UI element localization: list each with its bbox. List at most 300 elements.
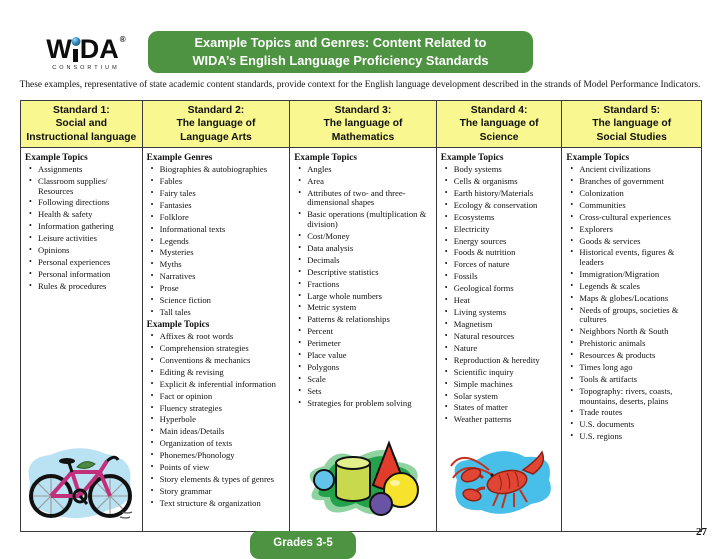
topic-text: Ancient civilizations — [579, 164, 651, 174]
bullet-icon: • — [150, 474, 154, 484]
column-body — [562, 148, 701, 531]
topic-text: Needs of groups, societies & cultures — [579, 304, 679, 325]
bullet-icon: • — [150, 211, 154, 221]
column-header-line: Science — [479, 131, 519, 143]
topic-item — [566, 375, 699, 385]
topic-list — [147, 332, 288, 509]
topic-item — [441, 380, 560, 390]
bullet-icon: • — [298, 397, 302, 407]
topic-text: Text structure & organization — [159, 497, 261, 508]
column-header-line: Mathematics — [331, 131, 395, 143]
bullet-icon: • — [444, 318, 448, 328]
bullet-icon: • — [150, 342, 154, 352]
topic-text: Strategies for problem solving — [307, 397, 412, 408]
topic-text: Perimeter — [307, 338, 341, 349]
topic-list — [566, 165, 699, 442]
bullet-icon: • — [150, 426, 154, 436]
topic-item — [441, 189, 560, 199]
column-header — [437, 101, 562, 148]
section-heading: Example Topics — [294, 153, 357, 163]
topic-item — [566, 177, 699, 187]
topic-text: Comprehension strategies — [159, 342, 249, 353]
topic-item — [294, 339, 434, 349]
title-banner — [148, 31, 533, 73]
topic-text: Polygons — [307, 362, 340, 373]
topic-item — [441, 248, 560, 258]
bullet-icon: • — [570, 175, 574, 185]
bullet-icon: • — [570, 269, 574, 278]
topic-text: Health & safety — [38, 209, 93, 220]
topic-text: Immigration/Migration — [579, 269, 660, 279]
topic-text: Prehistoric animals — [579, 338, 646, 349]
topic-item — [566, 225, 699, 235]
topic-text: Fossils — [453, 271, 478, 282]
bullet-icon: • — [570, 247, 574, 257]
topic-item — [566, 189, 699, 199]
topic-text: Opinions — [38, 245, 70, 256]
topic-text: U.S. documents — [579, 419, 635, 430]
bullet-icon: • — [444, 283, 448, 293]
standard-column — [142, 101, 290, 531]
bullet-icon: • — [444, 211, 448, 221]
bullet-icon: • — [29, 257, 32, 267]
geometric-shapes-illustration — [298, 438, 428, 527]
topic-item — [25, 234, 140, 244]
topic-text: Legends & scales — [579, 280, 641, 291]
bullet-icon: • — [298, 290, 302, 300]
topic-text: Forces of nature — [453, 259, 510, 270]
bullet-icon: • — [29, 280, 32, 290]
topic-text: Tools & artifacts — [579, 374, 638, 384]
topic-text: Metric system — [307, 302, 357, 313]
topic-item — [147, 308, 288, 318]
bullet-icon: • — [29, 233, 32, 243]
bullet-icon: • — [150, 485, 154, 495]
topic-text: Trade routes — [579, 407, 623, 418]
bullet-icon: • — [298, 385, 302, 395]
topic-item — [441, 415, 560, 425]
topic-text: Topography: rivers, coasts, mountains, deserts, plains — [579, 385, 673, 406]
topic-text: Reproduction & heredity — [453, 354, 540, 365]
bullet-icon: • — [444, 330, 448, 340]
bullet-icon: • — [298, 302, 302, 312]
column-body — [21, 148, 142, 531]
topic-text: Organization of texts — [159, 438, 233, 449]
wordmark-i — [72, 49, 80, 63]
intro-text: These examples, representative of state academic content standards, provide context for the English language development described in the strands of Model Performance Indicators. — [19, 80, 701, 90]
topic-text: Following directions — [38, 197, 110, 208]
topic-text: Heat — [453, 295, 470, 306]
section-heading: Example Topics — [25, 153, 88, 163]
bullet-icon: • — [29, 245, 32, 255]
column-header — [143, 101, 290, 148]
lobster-illustration — [443, 442, 555, 525]
standard-column — [21, 101, 142, 531]
topic-item — [441, 356, 560, 366]
topic-text: Personal information — [38, 269, 111, 279]
column-header-line: The language of — [592, 118, 672, 130]
topic-text: Main ideas/Details — [159, 426, 225, 437]
grades-tab: Grades 3-5 — [250, 531, 356, 559]
topic-item — [566, 165, 699, 175]
topic-item — [147, 296, 288, 306]
topic-item — [147, 380, 288, 390]
column-header-line: The language of — [176, 118, 256, 130]
bullet-icon: • — [150, 330, 154, 340]
topic-text: Weather patterns — [453, 414, 512, 425]
topic-item — [25, 258, 140, 268]
bullet-icon: • — [150, 199, 154, 209]
column-header-line: The language of — [323, 118, 403, 130]
column-header-line: Social and — [55, 118, 108, 130]
topic-item — [294, 256, 434, 266]
bullet-icon: • — [570, 223, 574, 233]
title-line-1: Example Topics and Genres: Content Related to — [194, 34, 487, 50]
bullet-icon: • — [150, 283, 154, 293]
bullet-icon: • — [150, 462, 154, 472]
topic-item — [566, 248, 699, 267]
topic-text: Communities — [579, 199, 626, 210]
topic-text: Ecosystems — [453, 211, 495, 222]
topic-text: Colonization — [579, 187, 624, 198]
topic-item — [441, 177, 560, 187]
topic-text: Basic operations (multiplication & division) — [307, 209, 427, 230]
topic-item — [25, 246, 140, 256]
topic-item — [441, 213, 560, 223]
topic-text: Electricity — [453, 223, 490, 234]
topic-text: Natural resources — [453, 330, 515, 341]
topic-text: Fantasies — [159, 199, 192, 210]
topic-item — [147, 404, 288, 414]
topic-item — [147, 165, 288, 175]
column-body — [143, 148, 290, 531]
topic-item — [566, 201, 699, 211]
topic-item — [441, 392, 560, 402]
topic-text: Tall tales — [159, 307, 191, 318]
topic-text: Energy sources — [453, 235, 507, 246]
topic-item — [566, 351, 699, 361]
topic-text: Foods & nutrition — [453, 247, 516, 258]
standard-column — [436, 101, 562, 531]
topic-item — [147, 260, 288, 270]
topic-text: Phonemes/Phonology — [159, 450, 235, 461]
section-heading: Example Genres — [146, 153, 213, 163]
topic-item — [147, 248, 288, 258]
section-heading: Example Topics — [440, 153, 504, 163]
bullet-icon: • — [29, 209, 32, 219]
topic-item — [25, 270, 140, 280]
topic-item — [147, 356, 288, 366]
bullet-icon: • — [150, 259, 154, 269]
topic-item — [147, 177, 288, 187]
topic-item — [441, 320, 560, 330]
registered-mark: ® — [119, 35, 126, 44]
topic-text: Simple machines — [453, 378, 513, 389]
topic-text: U.S. regions — [579, 431, 623, 442]
bullet-icon: • — [298, 209, 302, 219]
topic-text: Place value — [307, 350, 347, 361]
topic-item — [147, 368, 288, 378]
bullet-icon: • — [444, 199, 448, 209]
topic-item — [147, 427, 288, 437]
bullet-icon: • — [444, 235, 448, 245]
topic-item — [147, 237, 288, 247]
column-header-line: Standard 5: — [603, 105, 661, 117]
bullet-icon: • — [150, 414, 154, 424]
topic-text: Hyperbole — [159, 414, 196, 425]
bullet-icon: • — [150, 164, 154, 173]
topic-item — [147, 415, 288, 425]
topic-text: Maps & globes/Locations — [579, 292, 669, 303]
topic-text: States of matter — [453, 402, 508, 413]
topic-item — [147, 344, 288, 354]
bullet-icon: • — [570, 362, 574, 372]
topic-text: Fractions — [307, 278, 340, 289]
topic-item — [441, 284, 560, 294]
topic-item — [294, 177, 434, 187]
bullet-icon: • — [150, 223, 154, 233]
bullet-icon: • — [444, 342, 448, 352]
topic-item — [441, 296, 560, 306]
topic-text: Fact or opinion — [159, 390, 213, 401]
topic-item — [294, 280, 434, 290]
bullet-icon: • — [444, 175, 448, 185]
bullet-icon: • — [570, 431, 574, 441]
bullet-icon: • — [570, 419, 574, 429]
globe-icon — [71, 37, 80, 46]
topic-text: Classroom supplies/ Resources — [38, 175, 108, 196]
topic-text: Nature — [453, 342, 478, 353]
topic-text: Myths — [159, 259, 182, 270]
bullet-icon: • — [570, 407, 574, 417]
bullet-icon: • — [570, 338, 574, 348]
bullet-icon: • — [150, 307, 154, 317]
bullet-icon: • — [570, 374, 574, 383]
bullet-icon: • — [444, 414, 448, 424]
bullet-icon: • — [444, 295, 448, 305]
bullet-icon: • — [29, 221, 32, 231]
topic-list — [294, 165, 434, 408]
topic-text: Sets — [307, 385, 322, 396]
wida-wordmark — [34, 36, 138, 63]
topic-item — [294, 210, 434, 229]
topic-item — [441, 225, 560, 235]
topic-text: Information gathering — [38, 221, 114, 232]
standards-table — [20, 100, 702, 532]
topic-item — [294, 399, 434, 409]
topic-item — [441, 403, 560, 413]
bullet-icon: • — [570, 304, 574, 314]
topic-item — [25, 282, 140, 292]
topic-text: Geological forms — [453, 283, 514, 294]
topic-item — [294, 387, 434, 397]
topic-item — [566, 294, 699, 304]
wordmark-w: W — [46, 34, 72, 64]
topic-text: Mysteries — [159, 247, 194, 258]
topic-item — [147, 392, 288, 402]
column-header-line: Standard 3: — [334, 105, 392, 117]
topic-text: Fairy tales — [159, 187, 196, 198]
topic-text: Story grammar — [159, 485, 212, 496]
wordmark-da: DA — [79, 34, 119, 64]
column-header-line: Social Studies — [596, 131, 667, 143]
topic-text: Cross-cultural experiences — [579, 211, 671, 222]
topic-text: Descriptive statistics — [307, 266, 379, 277]
topic-item — [294, 189, 434, 208]
topic-text: Informational texts — [159, 223, 226, 234]
i-stem — [73, 49, 78, 62]
bullet-icon: • — [150, 247, 154, 257]
topic-text: Folklore — [159, 211, 189, 222]
topic-list — [441, 165, 560, 425]
bullet-icon: • — [298, 362, 302, 372]
bullet-icon: • — [298, 164, 302, 173]
topic-item — [294, 315, 434, 325]
bullet-icon: • — [150, 271, 154, 281]
bullet-icon: • — [570, 187, 574, 197]
bullet-icon: • — [444, 378, 448, 388]
bullet-icon: • — [150, 235, 154, 245]
topic-text: Explorers — [579, 223, 613, 234]
topic-item — [441, 308, 560, 318]
bullet-icon: • — [570, 326, 574, 336]
topic-item — [566, 387, 699, 406]
topic-item — [147, 284, 288, 294]
topic-text: Large whole numbers — [307, 290, 382, 301]
topic-item — [147, 487, 288, 497]
topic-item — [147, 332, 288, 342]
topic-item — [294, 351, 434, 361]
topic-item — [294, 165, 434, 175]
topic-text: Cost/Money — [307, 230, 350, 241]
topic-list — [147, 165, 288, 318]
column-header-line: Standard 1: — [52, 105, 110, 117]
topic-text: Decimals — [307, 254, 340, 265]
bullet-icon: • — [570, 235, 574, 245]
topic-item — [441, 201, 560, 211]
topic-text: Explicit & inferential information — [159, 378, 276, 389]
topic-text: Patterns & relationships — [307, 314, 390, 325]
topic-text: Legends — [159, 235, 189, 246]
topic-text: Data analysis — [307, 242, 354, 253]
bullet-icon: • — [150, 187, 154, 197]
topic-text: Percent — [307, 326, 333, 337]
topic-text: Story elements & types of genres — [159, 474, 274, 485]
topic-text: Angles — [307, 164, 332, 174]
topic-text: Leisure activities — [38, 233, 97, 244]
bullet-icon: • — [298, 242, 302, 252]
bullet-icon: • — [444, 223, 448, 233]
page-number: 27 — [696, 526, 707, 538]
bullet-icon: • — [444, 354, 448, 364]
bullet-icon: • — [298, 187, 302, 197]
column-header — [21, 101, 142, 148]
topic-text: Editing & revising — [159, 366, 224, 377]
bullet-icon: • — [150, 378, 154, 388]
bullet-icon: • — [570, 211, 574, 221]
topic-text: Area — [307, 175, 324, 186]
topic-text: Solar system — [453, 390, 498, 401]
topic-item — [294, 375, 434, 385]
topic-item — [441, 237, 560, 247]
topic-text: Fluency strategies — [159, 402, 222, 413]
topic-text: Attributes of two- and three-dimensional shapes — [307, 187, 406, 208]
topic-item — [294, 363, 434, 373]
topic-item — [566, 237, 699, 247]
bullet-icon: • — [150, 354, 154, 364]
column-header-line: Standard 4: — [470, 105, 528, 117]
topic-item — [441, 260, 560, 270]
bullet-icon: • — [444, 402, 448, 412]
topic-text: Biographies & autobiographies — [159, 164, 268, 174]
bullet-icon: • — [150, 438, 154, 448]
topic-item — [25, 198, 140, 208]
bullet-icon: • — [298, 175, 302, 185]
topic-item — [147, 451, 288, 461]
topic-item — [566, 432, 699, 442]
topic-text: Fables — [159, 175, 183, 186]
topic-text: Neighbors North & South — [579, 326, 669, 337]
standard-column — [561, 101, 701, 531]
bullet-icon: • — [298, 350, 302, 360]
bullet-icon: • — [29, 164, 32, 173]
title-line-2: WIDA’s English Language Proficiency Standards — [192, 53, 489, 68]
standard-column — [289, 101, 436, 531]
bullet-icon: • — [298, 266, 302, 276]
topic-text: Points of view — [159, 462, 210, 473]
topic-item — [566, 420, 699, 430]
bullet-icon: • — [150, 402, 154, 412]
topic-item — [25, 210, 140, 220]
bullet-icon: • — [150, 390, 154, 400]
topic-text: Personal experiences — [38, 257, 111, 268]
bullet-icon: • — [298, 230, 302, 240]
topic-item — [294, 327, 434, 337]
column-header — [290, 101, 436, 148]
bullet-icon: • — [29, 175, 32, 185]
bullet-icon: • — [150, 450, 154, 460]
bullet-icon: • — [150, 175, 154, 185]
bullet-icon: • — [298, 338, 302, 348]
topic-text: Ecology & conservation — [453, 199, 538, 210]
bullet-icon: • — [444, 390, 448, 400]
topic-item — [147, 439, 288, 449]
topic-text: Body systems — [453, 164, 502, 174]
bullet-icon: • — [444, 271, 448, 281]
topic-item — [147, 272, 288, 282]
topic-text: Cells & organisms — [453, 175, 518, 186]
topic-item — [566, 270, 699, 280]
topic-item — [566, 282, 699, 292]
topic-item — [566, 408, 699, 418]
column-body — [437, 148, 562, 531]
topic-item — [147, 463, 288, 473]
topic-item — [566, 327, 699, 337]
topic-text: Assignments — [38, 164, 83, 174]
bullet-icon: • — [570, 164, 574, 173]
section-heading: Example Topics — [566, 153, 630, 163]
bullet-icon: • — [150, 295, 154, 305]
topic-text: Affixes & root words — [159, 330, 234, 341]
bullet-icon: • — [150, 497, 154, 507]
topic-item — [294, 232, 434, 242]
bullet-icon: • — [444, 259, 448, 269]
bullet-icon: • — [29, 269, 32, 278]
bullet-icon: • — [444, 164, 448, 173]
topic-item — [147, 475, 288, 485]
consortium-label: CONSORTIUM — [52, 65, 120, 71]
topic-item — [566, 339, 699, 349]
